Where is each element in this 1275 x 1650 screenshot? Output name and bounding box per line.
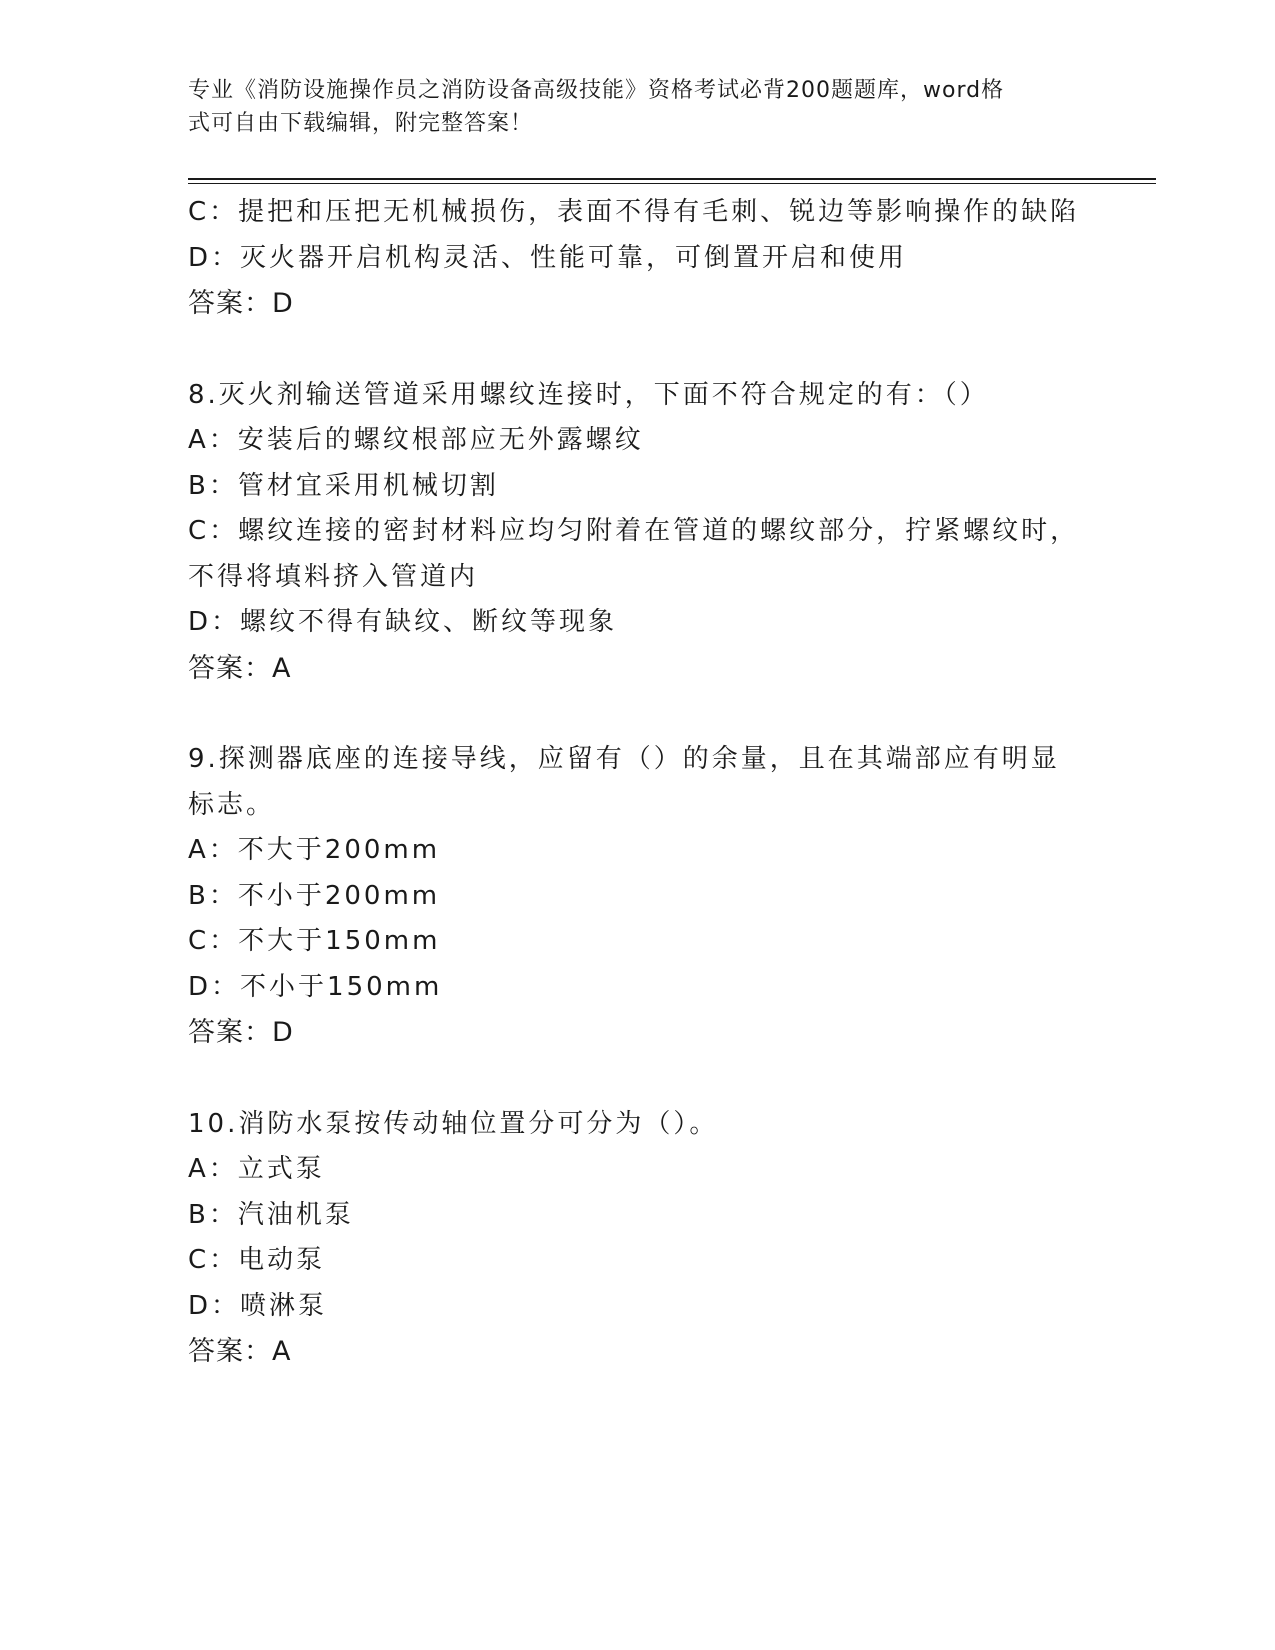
option-b: B：汽油机泵 [188, 1199, 354, 1230]
option-c: C：不大于150mm [188, 926, 441, 956]
option-d: D：螺纹不得有缺纹、断纹等现象 [188, 607, 618, 637]
spacer [188, 691, 1088, 737]
option-d: D：不小于150mm [188, 971, 443, 1002]
question-stem: 8.灭火剂输送管道采用螺纹连接时，下面不符合规定的有：（） [188, 379, 989, 410]
option-c: C：电动泵 [188, 1245, 326, 1275]
option-c-continued: 不得将填料挤入管道内 [188, 561, 479, 592]
question-10 [188, 1102, 1088, 1375]
answer-line: 答案：D [188, 288, 294, 319]
header-divider-thick [188, 178, 1156, 180]
header-divider-thin [188, 183, 1156, 184]
option-a: A：立式泵 [188, 1154, 325, 1184]
question-7-continued [188, 190, 1088, 327]
header-title-line-2: 式可自由下载编辑，附完整答案！ [188, 111, 534, 136]
question-8 [188, 373, 1088, 692]
question-stem: 9.探测器底座的连接导线，应留有（）的余量，且在其端部应有明显 [188, 744, 1060, 774]
question-list [188, 190, 1088, 1375]
option-b: B：不小于200mm [188, 880, 441, 911]
question-9 [188, 737, 1088, 1056]
option-d: D：灭火器开启机构灵活、性能可靠，可倒置开启和使用 [188, 242, 908, 273]
question-stem-continued: 标志。 [188, 789, 276, 820]
option-c: C：提把和压把无机械损伤，表面不得有毛刺、锐边等影响操作的缺陷 [188, 197, 1080, 227]
answer-line: 答案：D [188, 1017, 294, 1048]
question-stem: 10.消防水泵按传动轴位置分可分为（）。 [188, 1108, 719, 1139]
spacer [188, 327, 1088, 373]
option-b: B：管材宜采用机械切割 [188, 470, 499, 501]
header-title-line-1: 专业《消防设施操作员之消防设备高级技能》资格考试必背200题题库，word格 [188, 78, 1005, 103]
option-a: A：不大于200mm [188, 835, 441, 865]
option-a: A：安装后的螺纹根部应无外露螺纹 [188, 425, 644, 455]
answer-line: 答案：A [188, 1336, 292, 1367]
document-header [188, 74, 1068, 140]
spacer [188, 1056, 1088, 1102]
option-c: C：螺纹连接的密封材料应均匀附着在管道的螺纹部分，拧紧螺纹时， [188, 516, 1080, 546]
option-d: D：喷淋泵 [188, 1290, 328, 1321]
answer-line: 答案：A [188, 652, 292, 684]
